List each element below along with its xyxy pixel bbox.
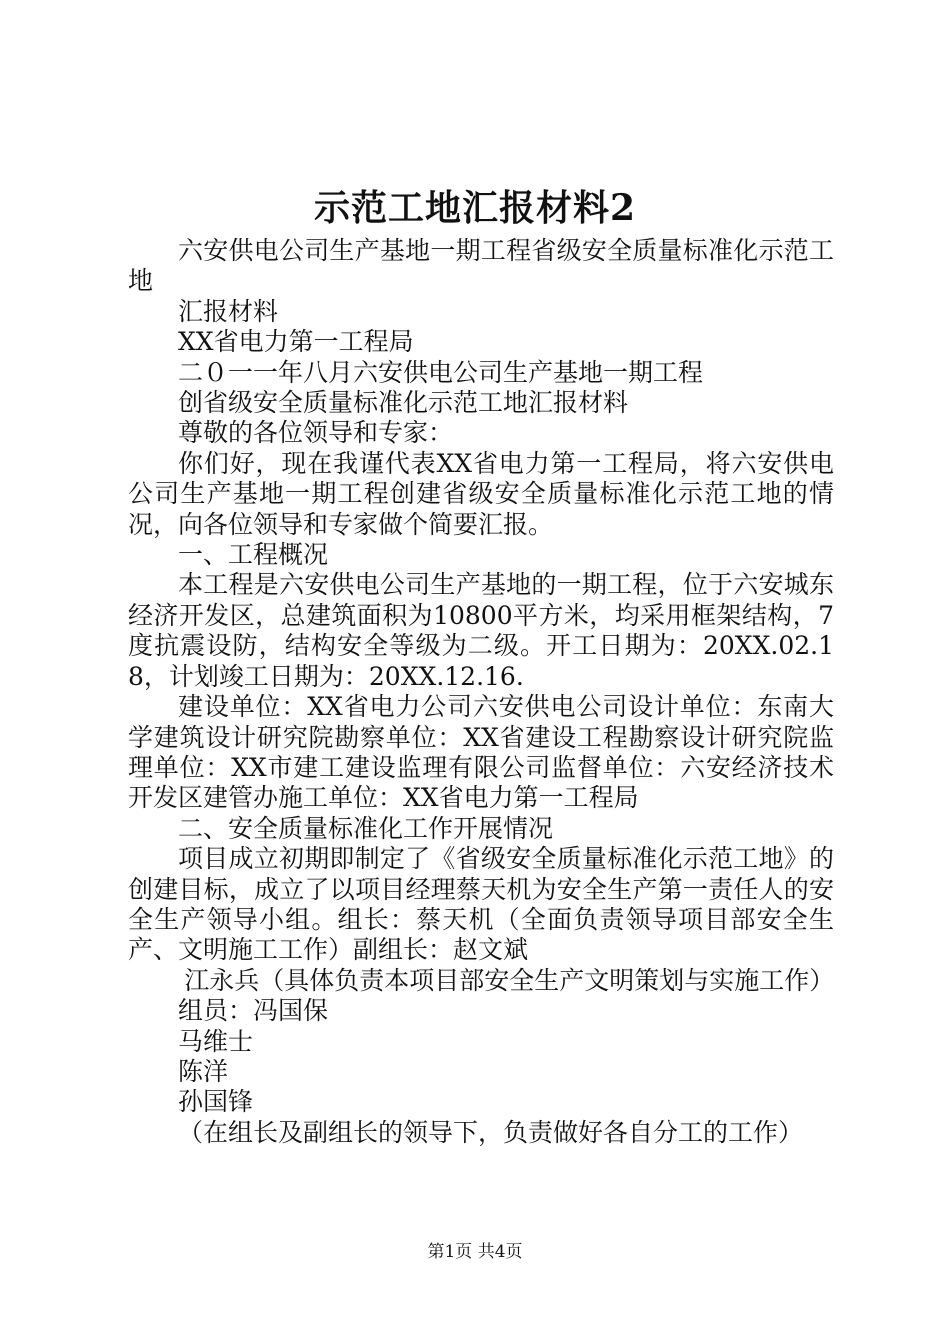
paragraph-member-3: 陈洋 — [178, 1056, 229, 1086]
paragraph-member-2: 马维士 — [178, 1026, 254, 1056]
paragraph-overview: 本工程是六安供电公司生产基地的一期工程，位于六安城东经济开发区，总建筑面积为10800平方米，均采用框架结构，7度抗震设防，结构安全等级为二级。开工日期为：20XX.02.18，计划竣工日期为：20XX.12.16. — [128, 570, 834, 691]
paragraph-salutation: 尊敬的各位领导和专家： — [178, 418, 454, 448]
paragraph-deputy-role: 江永兵（具体负责本项目部安全生产文明策划与实施工作） — [184, 965, 835, 995]
paragraph-members: 组员：冯国保 — [178, 996, 329, 1026]
page-footer: 第1页 共4页 — [427, 1242, 523, 1262]
paragraph-date-project: 二０一一年八月六安供电公司生产基地一期工程 — [178, 357, 704, 387]
paragraph-report-material: 汇报材料 — [178, 296, 279, 326]
paragraph-member-4: 孙国锋 — [178, 1087, 254, 1117]
paragraph-leadership-group: 项目成立初期即制定了《省级安全质量标准化示范工地》的创建目标，成立了以项目经理蔡天机为安全生产第一责任人的安全生产领导小组。组长：蔡天机（全面负责领导项目部安全生产、文明施工工作）副组长：赵文斌 — [128, 844, 834, 965]
document-title: 示范工地汇报材料2 — [313, 187, 637, 229]
paragraph-greeting: 你们好，现在我谨代表XX省电力第一工程局，将六安供电公司生产基地一期工程创建省级安全质量标准化示范工地的情况，向各位领导和专家做个简要汇报。 — [128, 448, 834, 539]
paragraph-units: 建设单位：XX省电力公司六安供电公司设计单位：东南大学建筑设计研究院勘察单位：XX省建设工程勘察设计研究院监理单位：XX市建工建设监理有限公司监督单位：六安经济技术开发区建管办施工单位：XX省电力第一工程局 — [128, 692, 834, 813]
document-body — [128, 236, 834, 1148]
section-heading-standardization: 二、安全质量标准化工作开展情况 — [178, 813, 554, 843]
paragraph-member-duties: （在组长及副组长的领导下，负责做好各自分工的工作） — [178, 1117, 804, 1147]
section-heading-overview: 一、工程概况 — [178, 540, 329, 570]
paragraph-project-name: 六安供电公司生产基地一期工程省级安全质量标准化示范工地 — [128, 236, 834, 296]
paragraph-organization: XX省电力第一工程局 — [178, 327, 414, 357]
paragraph-report-subtitle: 创省级安全质量标准化示范工地汇报材料 — [178, 388, 629, 418]
